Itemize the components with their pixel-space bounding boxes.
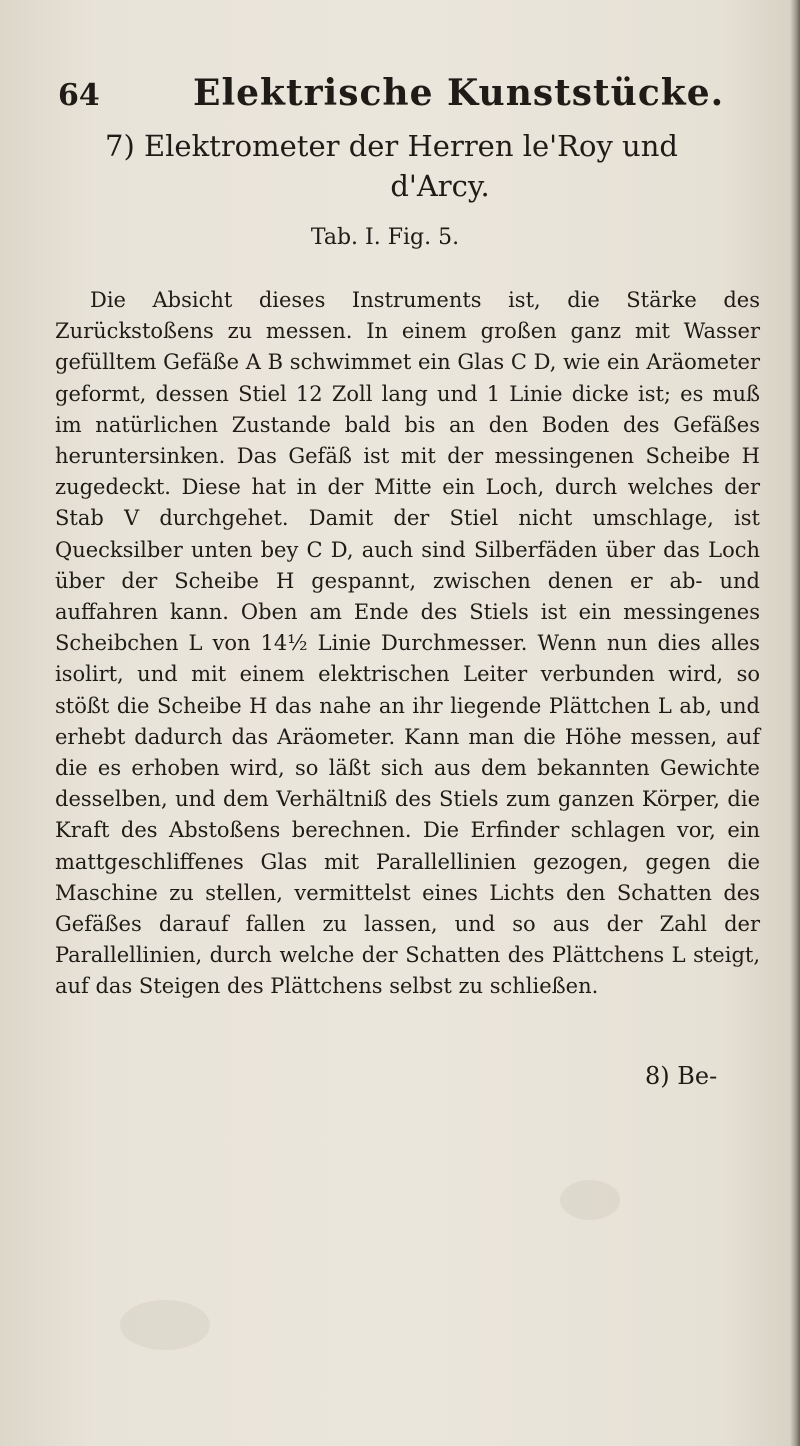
paper-stain [120, 1300, 210, 1350]
body-paragraph: Die Absicht dieses Instruments ist, die Stärke des Zurückstoßens zu messen. In einem großen ganz mit Wasser gefülltem Gefäße A B schwimmet ein Glas C D, wie ein Aräometer geformt, dessen Stiel 12 Zoll lang und 1 Linie dicke ist; es muß im natürlichen Zustande bald bis an den Boden des Gefäßes heruntersinken. Das Gefäß ist mit der messingenen Scheibe H zugedeckt. Diese hat in der Mitte ein Loch, durch welches der Stab V durchgehet. Damit der Stiel nicht umschlage, ist Quecksilber unten bey C D, auch sind Silberfäden über das Loch über der Scheibe H gespannt, zwischen denen er ab- und auffahren kann. Oben am Ende des Stiels ist ein messingenes Scheibchen L von 14½ Linie Durchmesser. Wenn nun dies alles isolirt, und mit einem elektrischen Leiter verbunden wird, so stößt die Scheibe H das nahe an ihr liegende Plättchen L ab, und erhebt dadurch das Aräometer. Kann man die Höhe messen, auf die es erhoben wird, so läßt sich aus dem bekannten Gewichte desselben, und dem Verhältniß des Stiels zum ganzen Körper, die Kraft des Abstoßens berechnen. Die Erfinder schlagen vor, ein mattgeschliffenes Glas mit Parallellinien gezogen, gegen die Maschine zu stellen, vermittelst eines Lichts den Schatten des Gefäßes darauf fallen zu lassen, und so aus der Zahl der Parallellinien, durch welche der Schatten des Plättchens L steigt, auf das Steigen des Plättchens selbst zu schließen. [55, 288, 760, 999]
figure-reference: Tab. I. Fig. 5. [310, 225, 460, 250]
section-heading-line-1: 7) Elektrometer der Herren le'Roy und [105, 129, 678, 163]
page-number: 64 [58, 78, 100, 113]
running-head [58, 70, 758, 120]
catchword: 8) Be- [645, 1062, 718, 1090]
paper-stain [560, 1180, 620, 1220]
running-title: Elektrische Kunststücke. [193, 72, 725, 114]
section-heading-line-2: d'Arcy. [390, 169, 490, 203]
section-heading [105, 126, 745, 206]
page-edge-shadow [790, 0, 800, 1446]
